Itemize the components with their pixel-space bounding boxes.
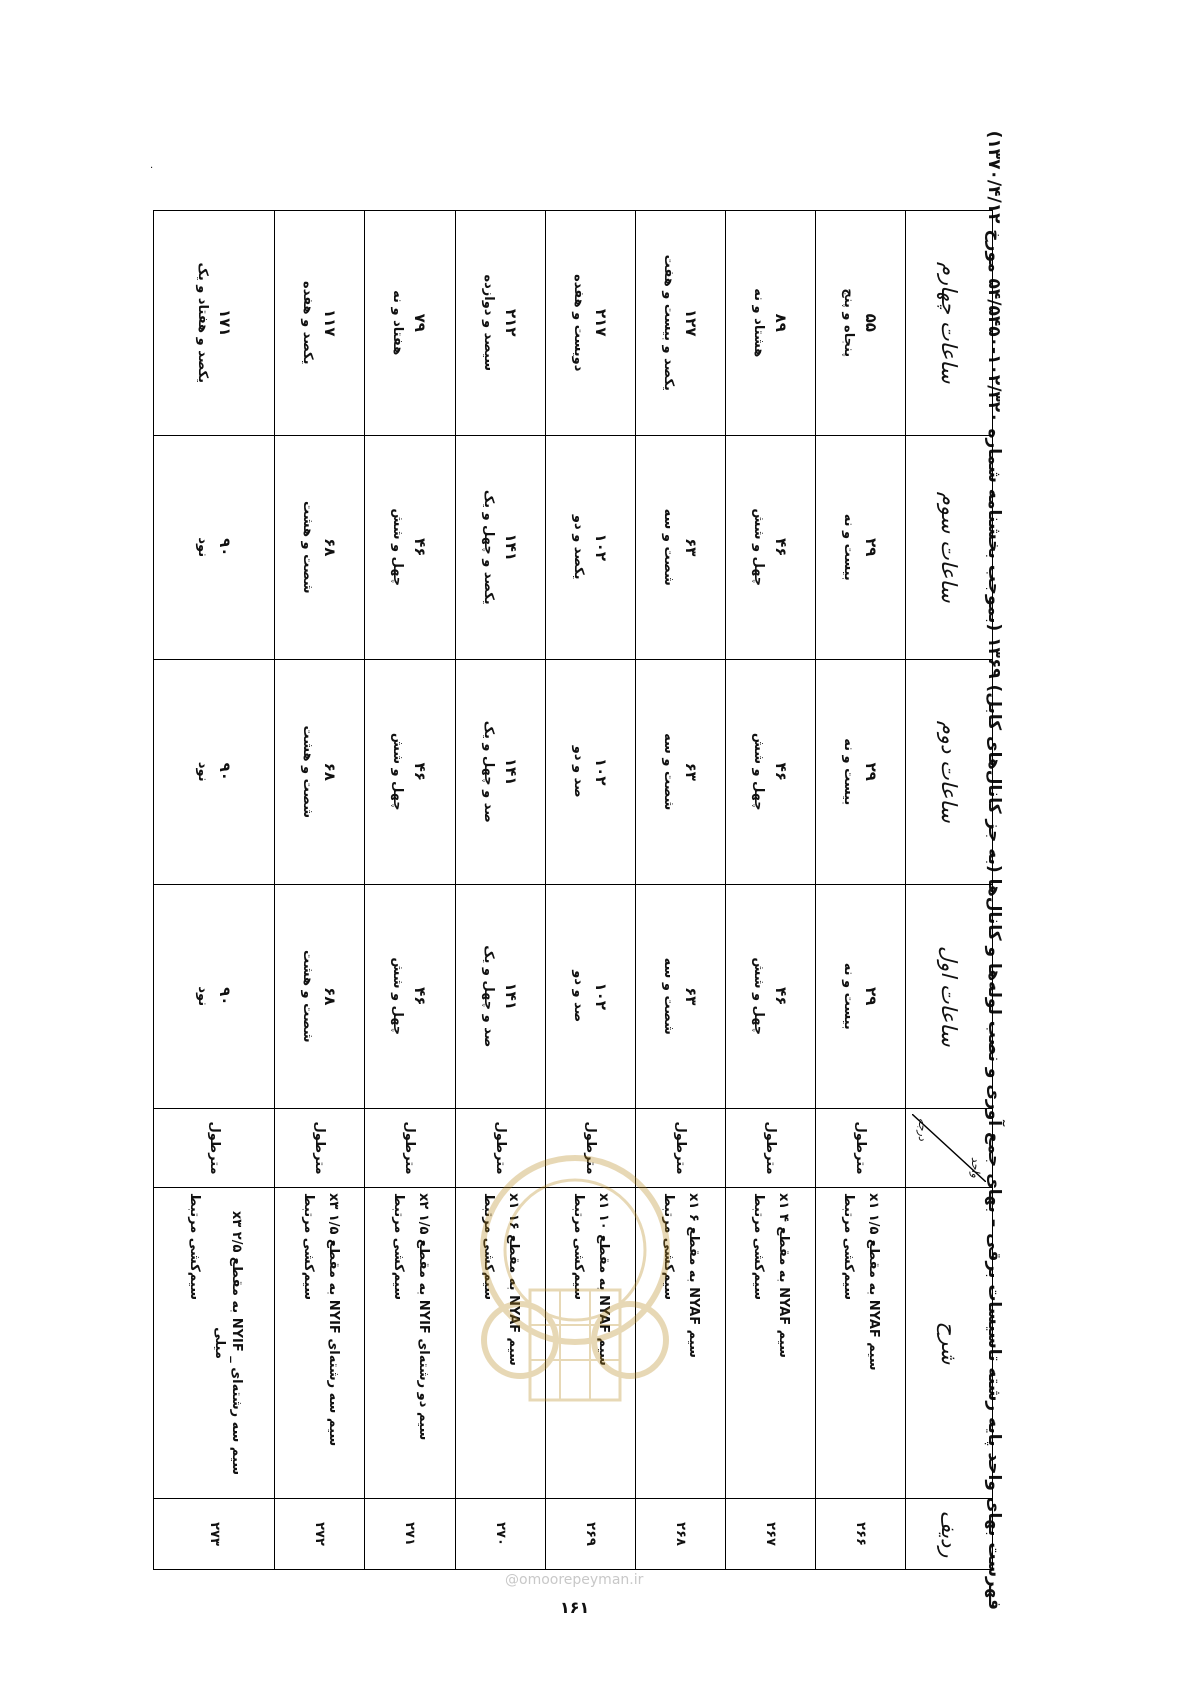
row-zone4-price (635, 211, 725, 436)
row-zone2-price (455, 660, 545, 885)
description-lines (299, 1193, 341, 1493)
header-row (906, 211, 993, 1570)
price-words: چهل و شش (390, 957, 406, 1036)
row-zone3-price (635, 435, 725, 660)
header-unit-top: واحد (969, 1157, 982, 1178)
row-code: ۲۷۲ (275, 1499, 365, 1570)
price-number: ۴۶ (771, 538, 790, 557)
row-zone2-price (725, 660, 815, 885)
row-description (365, 1188, 455, 1499)
row-description (275, 1188, 365, 1499)
price-number: ۱۴۱ (501, 533, 520, 561)
row-zone2-price (365, 660, 455, 885)
table-row (365, 211, 455, 1570)
price-words: صد و چهل و یک (480, 720, 496, 823)
price-number: ۱۴۱ (501, 982, 520, 1010)
price-number: ۵۵ (861, 313, 880, 332)
table-row (275, 211, 365, 1570)
description-line: سیم‌کشی مرتبط (661, 1193, 677, 1300)
row-zone4-price (815, 211, 905, 436)
row-zone1-price (635, 884, 725, 1109)
price-number: ۹۰ (215, 762, 234, 781)
row-code: ۲۷۰ (455, 1499, 545, 1570)
row-zone4-price (725, 211, 815, 436)
price-words: یکصد و دو (570, 514, 586, 580)
price-number: ۱۷۱ (215, 309, 234, 337)
description-line: سیم NYAF به مقطع ۱/۵ x۱ (866, 1193, 882, 1371)
price-words: شصت و سه (660, 508, 676, 586)
price-number: ۲۱۲ (501, 309, 520, 337)
description-line: سیم‌کشی مرتبط (481, 1193, 497, 1300)
row-description (154, 1188, 275, 1499)
price-number: ۱۲۷ (681, 309, 700, 337)
table-row (154, 211, 275, 1570)
header-zone3: ساعات سوم (906, 435, 993, 660)
price-words: صد و دو (570, 745, 586, 798)
seal-icon (470, 1140, 680, 1440)
price-number: ۶۸ (321, 538, 340, 557)
price-words: شصت و سه (660, 733, 676, 811)
description-lines (185, 1193, 244, 1493)
description-line: سیم‌کشی مرتبط (390, 1193, 406, 1300)
table-row (725, 211, 815, 1570)
row-zone1-price (455, 884, 545, 1109)
description-line: سیم سه رشته‌ای _ NYIF به مقطع ۲/۵ x۳ میلی (211, 1210, 244, 1476)
header-zone4: ساعات چهارم (906, 211, 993, 436)
description-line: سیم‌کشی مرتبط (571, 1193, 587, 1300)
price-number: ۶۳ (681, 987, 700, 1006)
row-zone3-price (365, 435, 455, 660)
price-number: ۱۰۲ (591, 982, 610, 1010)
page-number: ۱۶۱ (560, 1598, 590, 1617)
price-words: پنجاه و پنج (840, 288, 856, 358)
row-code: ۲۷۱ (365, 1499, 455, 1570)
row-zone4-price (154, 211, 275, 436)
price-words: چهل و شش (750, 732, 766, 811)
row-zone4-price (545, 211, 635, 436)
price-words: صد و چهل و یک (480, 945, 496, 1048)
price-number: ۷۹ (411, 313, 430, 332)
row-unit: مترطول (815, 1109, 905, 1188)
header-unit (906, 1109, 993, 1188)
price-number: ۲۱۷ (591, 309, 610, 337)
row-zone2-price (635, 660, 725, 885)
price-words: شصت و هشت (300, 501, 316, 594)
price-words: دویست و هفده (570, 274, 586, 372)
header-zone2: ساعات دوم (906, 660, 993, 885)
price-number: ۶۸ (321, 987, 340, 1006)
row-zone3-price (725, 435, 815, 660)
row-zone1-price (545, 884, 635, 1109)
price-number: ۴۶ (411, 762, 430, 781)
watermark-text: @omoorepeyman.ir (505, 1572, 644, 1588)
row-description (725, 1188, 815, 1499)
price-number: ۱۱۷ (321, 309, 340, 337)
row-zone2-price (154, 660, 275, 885)
row-unit: مترطول (635, 1109, 725, 1188)
price-words: هفتاد و نه (390, 290, 406, 356)
price-words: بیست و نه (840, 738, 856, 806)
price-words: شصت و سه (660, 957, 676, 1035)
price-words: یکصد و بیست و هفت (660, 254, 676, 391)
row-zone1-price (725, 884, 815, 1109)
row-zone3-price (275, 435, 365, 660)
row-unit: مترطول (154, 1109, 275, 1188)
description-lines (749, 1193, 791, 1493)
row-zone2-price (275, 660, 365, 885)
row-code: ۲۷۳ (154, 1499, 275, 1570)
price-words: چهل و شش (750, 508, 766, 587)
row-zone2-price (815, 660, 905, 885)
row-unit: مترطول (365, 1109, 455, 1188)
price-number: ۲۹ (861, 987, 880, 1006)
row-code: ۲۶۸ (635, 1499, 725, 1570)
price-words: نود (194, 537, 210, 558)
price-number: ۱۰۲ (591, 533, 610, 561)
price-words: بیست و نه (840, 513, 856, 581)
price-words: شصت و هشت (300, 950, 316, 1043)
row-zone3-price (815, 435, 905, 660)
row-zone1-price (154, 884, 275, 1109)
description-line: سیم NYAF به مقطع ۴ x۱ (776, 1193, 792, 1358)
row-code: ۲۶۶ (815, 1499, 905, 1570)
price-words: شصت و هشت (300, 725, 316, 818)
table-row (815, 211, 905, 1570)
price-words: صد و دو (570, 970, 586, 1023)
header-unit-bottom: درجه (916, 1118, 929, 1141)
row-zone1-price (365, 884, 455, 1109)
price-words: نود (194, 761, 210, 782)
row-unit: مترطول (275, 1109, 365, 1188)
description-line: سیم‌کشی مرتبط (841, 1193, 857, 1300)
row-unit: مترطول (545, 1109, 635, 1188)
row-zone1-price (275, 884, 365, 1109)
row-description (815, 1188, 905, 1499)
price-number: ۴۶ (411, 538, 430, 557)
row-zone2-price (545, 660, 635, 885)
price-words: نود (194, 986, 210, 1007)
row-code: ۲۶۹ (545, 1499, 635, 1570)
price-number: ۹۰ (215, 987, 234, 1006)
row-code: ۲۶۷ (725, 1499, 815, 1570)
row-zone4-price (275, 211, 365, 436)
price-number: ۹۰ (215, 538, 234, 557)
description-lines (389, 1193, 431, 1493)
price-number: ۴۶ (411, 987, 430, 1006)
price-words: یکصد و هفتاد و یک (194, 262, 210, 383)
row-zone3-price (545, 435, 635, 660)
page-title: فهرست بهای واحد پایه رشته تاسیسات برقی – بهای جمع آوری و نصب لوله‌ها و کانال‌ها (به جز کانال‌های کابل) ۱۳۶۹ (بموجب بخشنامه شماره ۱۰۲/۳۲۰-۵۴/۵۴۵۰ مورخ ۱۳۷۰/۴/۱۲) (984, 130, 1004, 1610)
description-line: سیم‌کشی مرتبط (300, 1193, 316, 1300)
price-words: سیصد و دوازده (480, 274, 496, 372)
description-line: سیم NYAF به مقطع ۱۰ x۱ (596, 1193, 612, 1366)
row-unit: مترطول (725, 1109, 815, 1188)
description-line: سیم‌کشی مرتبط (751, 1193, 767, 1300)
price-number: ۶۸ (321, 762, 340, 781)
price-number: ۶۳ (681, 762, 700, 781)
row-zone3-price (154, 435, 275, 660)
description-line: سیم‌کشی مرتبط (186, 1193, 202, 1300)
row-zone4-price (455, 211, 545, 436)
speck: . (150, 160, 154, 171)
row-zone1-price (815, 884, 905, 1109)
price-words: هشتاد و نه (750, 288, 766, 358)
header-description: شرح (906, 1188, 993, 1499)
header-zone1: ساعات اول (906, 884, 993, 1109)
price-number: ۴۶ (771, 987, 790, 1006)
description-lines (840, 1193, 882, 1493)
row-zone4-price (365, 211, 455, 436)
price-number: ۴۶ (771, 762, 790, 781)
description-line: سیم سه رشته‌ای NYIF به مقطع ۱/۵ x۳ (325, 1193, 341, 1447)
row-zone3-price (455, 435, 545, 660)
price-words: یکصد و چهل و یک (480, 489, 496, 605)
price-number: ۶۳ (681, 538, 700, 557)
description-line: سیم NYAF به مقطع ۱۶ x۱ (505, 1193, 521, 1366)
description-line: سیم دو رشته‌ای NYIF به مقطع ۱/۵ x۲ (415, 1193, 431, 1441)
price-number: ۸۹ (771, 313, 790, 332)
price-number: ۲۹ (861, 762, 880, 781)
header-code: ردیف (906, 1499, 993, 1570)
price-number: ۲۹ (861, 538, 880, 557)
price-words: بیست و نه (840, 962, 856, 1030)
price-words: چهل و شش (390, 508, 406, 587)
price-words: چهل و شش (390, 732, 406, 811)
row-unit: مترطول (455, 1109, 545, 1188)
price-words: یکصد و هفده (300, 281, 316, 365)
description-line: سیم NYAF به مقطع ۶ x۱ (686, 1193, 702, 1358)
price-number: ۱۴۱ (501, 758, 520, 786)
price-number: ۱۰۲ (591, 758, 610, 786)
price-words: چهل و شش (750, 957, 766, 1036)
